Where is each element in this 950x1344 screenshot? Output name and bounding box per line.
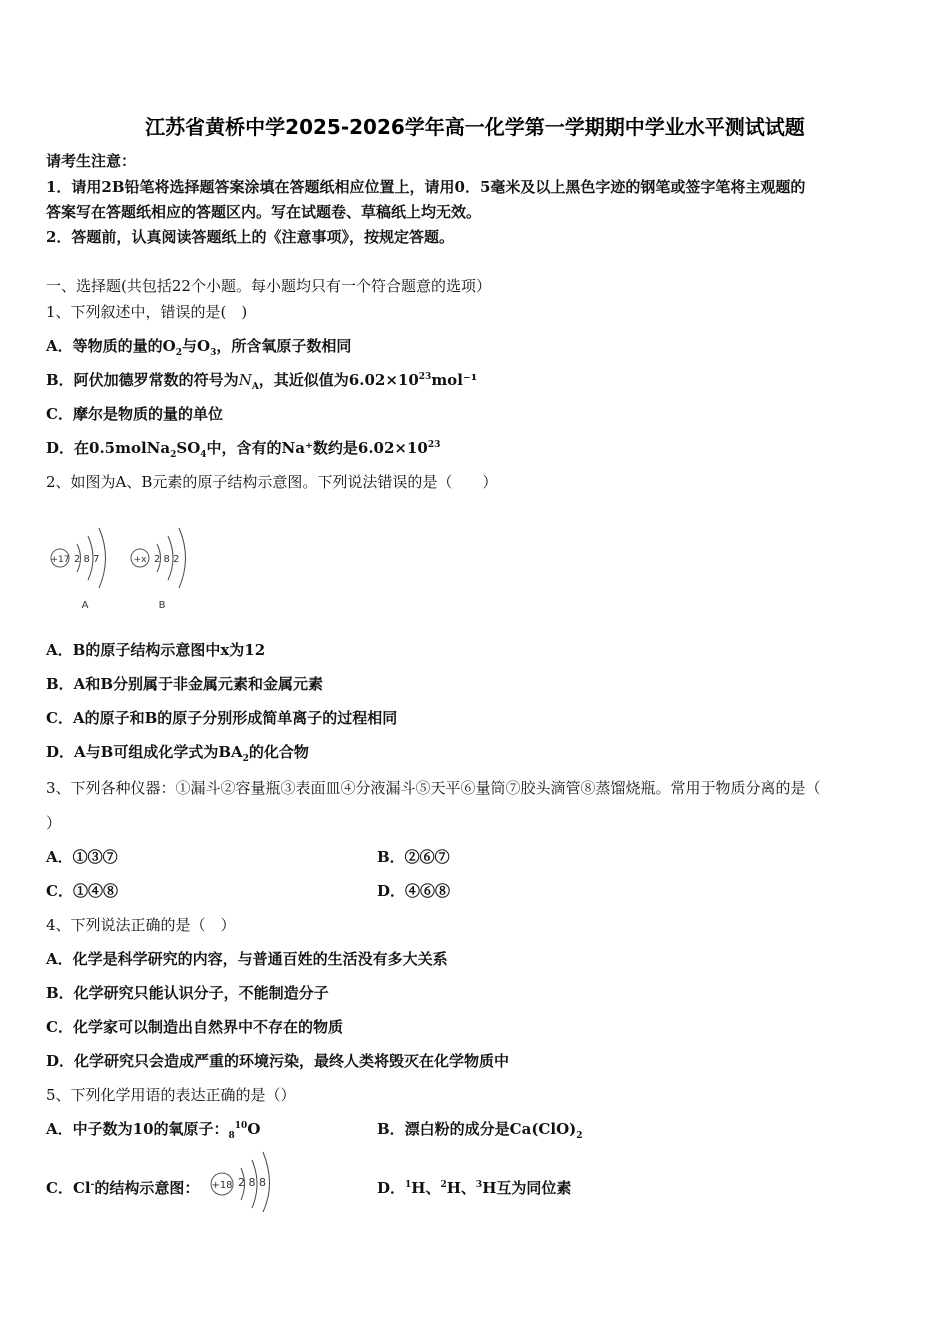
q2-stem: 2、如图为A、B元素的原子结构示意图。下列说法错误的是（ ）	[46, 473, 498, 491]
q4-option-a: A．化学是科学研究的内容，与普通百姓的生活没有多大关系	[46, 950, 448, 968]
q5-option-c: C．Cl-的结构示意图：	[46, 1179, 200, 1197]
notice-item-2: 2．答题前，认真阅读答题纸上的《注意事项》，按规定答题。	[46, 228, 454, 246]
q2-option-d: D．A与B可组成化学式为$BA_2$的化合物	[46, 743, 309, 764]
notice-heading: 请考生注意：	[46, 152, 137, 170]
notice-item-1-line-2: 答案写在答题纸相应的答题区内。写在试题卷、草稿纸上均无效。	[46, 203, 482, 221]
q5-option-d: D．$^1$H、$^2$H、$^3$H互为同位素	[377, 1179, 572, 1197]
notice-item-1-line-1: 1．请用2B铅笔将选择题答案涂填在答题纸相应位置上，请用0．5毫米及以上黑色字迹的钢笔或签字笔将主观题的	[46, 178, 806, 196]
atom-b-label: B	[158, 600, 166, 611]
atom-a-nucleus: +17	[50, 555, 70, 565]
chloride-shells: 2 8 8	[238, 1176, 266, 1189]
q3-option-c: C．①④⑧	[46, 882, 118, 900]
q2-option-b: B．A和B分别属于非金属元素和金属元素	[46, 675, 323, 693]
q5-option-a: A．中子数为10的氧原子：$_8^{10}$O	[46, 1120, 261, 1141]
q5-stem: 5、下列化学用语的表达正确的是（）	[46, 1086, 296, 1104]
q1-option-a: A．等物质的量的$O_2$与$O_3$，所含氧原子数相同	[46, 337, 352, 358]
atom-b-nucleus: +x	[133, 555, 147, 565]
chloride-ion-structure-diagram	[208, 1148, 278, 1212]
atom-a-shells: 2 8 7	[74, 554, 100, 565]
atomic-structure-figure	[44, 516, 204, 616]
q4-stem: 4、下列说法正确的是（ ）	[46, 916, 236, 934]
q4-option-b: B．化学研究只能认识分子，不能制造分子	[46, 984, 329, 1002]
q1-stem: 1、下列叙述中，错误的是( )	[46, 303, 248, 321]
q2-option-c: C．A的原子和B的原子分别形成简单离子的过程相同	[46, 709, 398, 727]
q3-stem-line-2: ）	[46, 814, 62, 832]
atom-a-label: A	[81, 600, 89, 611]
q4-option-d: D．化学研究只会造成严重的环境污染，最终人类将毁灭在化学物质中	[46, 1052, 510, 1070]
q3-option-a: A．①③⑦	[46, 848, 118, 866]
q1-option-c: C．摩尔是物质的量的单位	[46, 405, 223, 423]
q4-option-c: C．化学家可以制造出自然界中不存在的物质	[46, 1018, 343, 1036]
atom-b-shells: 2 8 2	[154, 554, 180, 565]
page-title: 江苏省黄桥中学2025-2026学年高一化学第一学期期中学业水平测试试题	[145, 115, 805, 139]
q1-option-b: B．阿伏加德罗常数的符号为$N_A$，其近似值为$6.02\times 10^{23}mol^{-1}$	[46, 371, 478, 392]
q3-option-d: D．④⑥⑧	[377, 882, 451, 900]
section-heading: 一、选择题(共包括22个小题。每小题均只有一个符合题意的选项）	[46, 277, 491, 295]
q1-option-d: D．在$0.5molNa_2SO_4$中，含有的Na⁺数约是$6.02\times 10^{23}$	[46, 439, 441, 460]
q3-option-b: B．②⑥⑦	[377, 848, 450, 866]
q2-option-a: A．B的原子结构示意图中x为12	[46, 641, 266, 659]
chloride-nucleus: +18	[211, 1180, 233, 1191]
q3-stem-line-1: 3、下列各种仪器：①漏斗②容量瓶③表面皿④分液漏斗⑤天平⑥量筒⑦胶头滴管⑧蒸馏烧瓶。常用于物质分离的是（	[46, 779, 821, 797]
q5-option-b: B．漂白粉的成分是$Ca(ClO)_2$	[377, 1120, 583, 1141]
